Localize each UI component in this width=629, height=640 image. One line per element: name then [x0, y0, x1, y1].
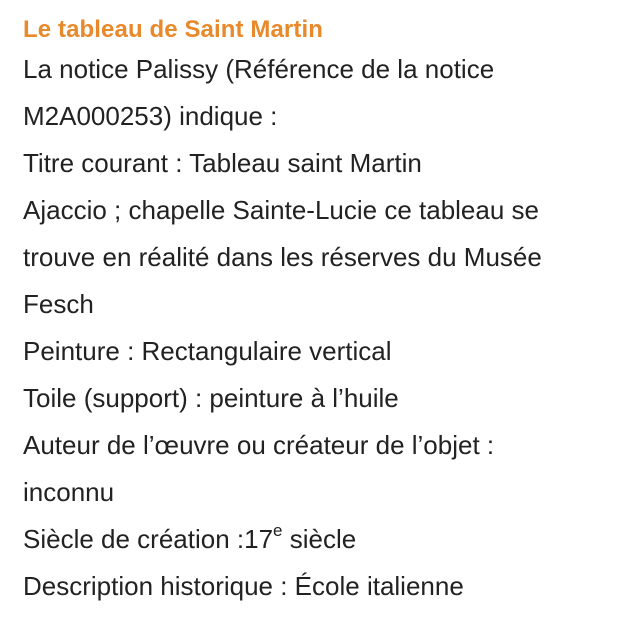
text-line: Fesch [23, 289, 94, 319]
text-line: Auteur de l’œuvre ou créateur de l’objet : [23, 430, 495, 460]
text-line: Ajaccio ; chapelle Sainte-Lucie ce tableau se [23, 195, 539, 225]
article-body [23, 46, 629, 610]
century-suffix: siècle [282, 524, 357, 554]
century-superscript: e [273, 521, 283, 541]
text-line: Toile (support) : peinture à l’huile [23, 383, 399, 413]
text-line: M2A000253) indique : [23, 101, 278, 131]
text-line: Peinture : Rectangulaire vertical [23, 336, 392, 366]
century-line [23, 516, 629, 563]
text-line: La notice Palissy (Référence de la notice [23, 54, 495, 84]
text-line: Description historique : École italienne [23, 571, 464, 601]
article-title: Le tableau de Saint Martin [23, 16, 323, 43]
century-prefix: Siècle de création :17 [23, 524, 274, 554]
text-line: trouve en réalité dans les réserves du Musée [23, 242, 542, 272]
text-line: inconnu [23, 477, 115, 507]
text-line: Titre courant : Tableau saint Martin [23, 148, 422, 178]
